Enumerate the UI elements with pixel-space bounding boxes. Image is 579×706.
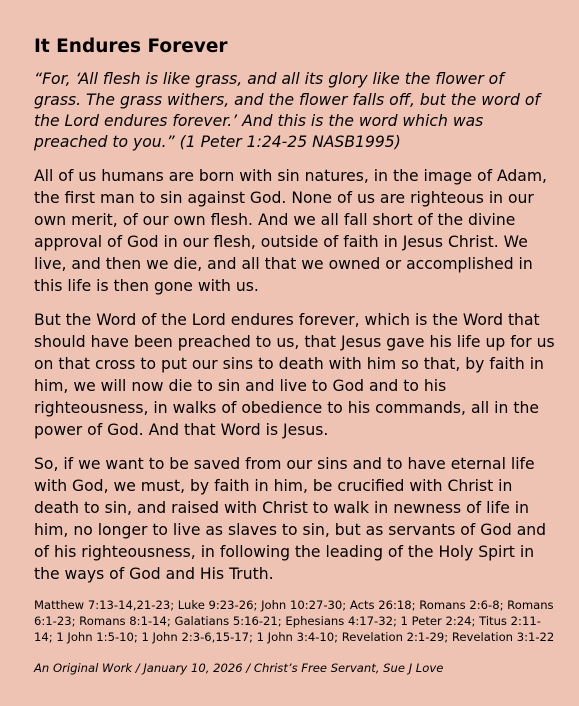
- body-paragraph: But the Word of the Lord endures forever, which is the Word that should have been preached to us, that Jesus gave his life up for us on that cross to put our sins to death with him so that, by faith in him, we will now die to sin and live to God and to his righteousness, in walks of obedience to his commands, all in the power of God. And that Word is Jesus.: [34, 311, 555, 439]
- document-title: It Endures Forever: [34, 36, 228, 57]
- scripture-quote: “For, ‘All flesh is like grass, and all its glory like the flower of grass. The grass withers, and the flower falls off, but the word of the Lord endures forever.’ And this is the word which was preached to you.” (1 Peter 1:24-25 NASB1995): [34, 70, 540, 151]
- scripture-references: Matthew 7:13-14,21-23; Luke 9:23-26; John 10:27-30; Acts 26:18; Romans 2:6-8; Romans 6:1-23; Romans 8:1-14; Galatians 5:16-21; Ephesians 4:17-32; 1 Peter 2:24; Titus 2:11-14; 1 John 1:5-10; 1 John 2:3-6,15-17; 1 John 3:4-10; Revelation 2:1-29; Revelation 3:1-22: [34, 598, 555, 644]
- body-paragraph: So, if we want to be saved from our sins and to have eternal life with God, we must, by faith in him, be crucified with Christ in death to sin, and raised with Christ to walk in newness of life in him, no longer to live as slaves to sin, but as servants of God and of his righteousness, in following the leading of the Holy Spirt in the ways of God and His Truth.: [34, 455, 547, 583]
- author-signature-line: An Original Work / January 10, 2026 / Christ’s Free Servant, Sue J Love: [34, 661, 444, 675]
- body-paragraph: All of us humans are born with sin natures, in the image of Adam, the first man to sin against God. None of us are righteous in our own merit, of our own flesh. And we all fall short of the divine approval of God in our flesh, outside of faith in Jesus Christ. We live, and then we die, and all that we owned or accomplished in this life is then gone with us.: [34, 167, 548, 295]
